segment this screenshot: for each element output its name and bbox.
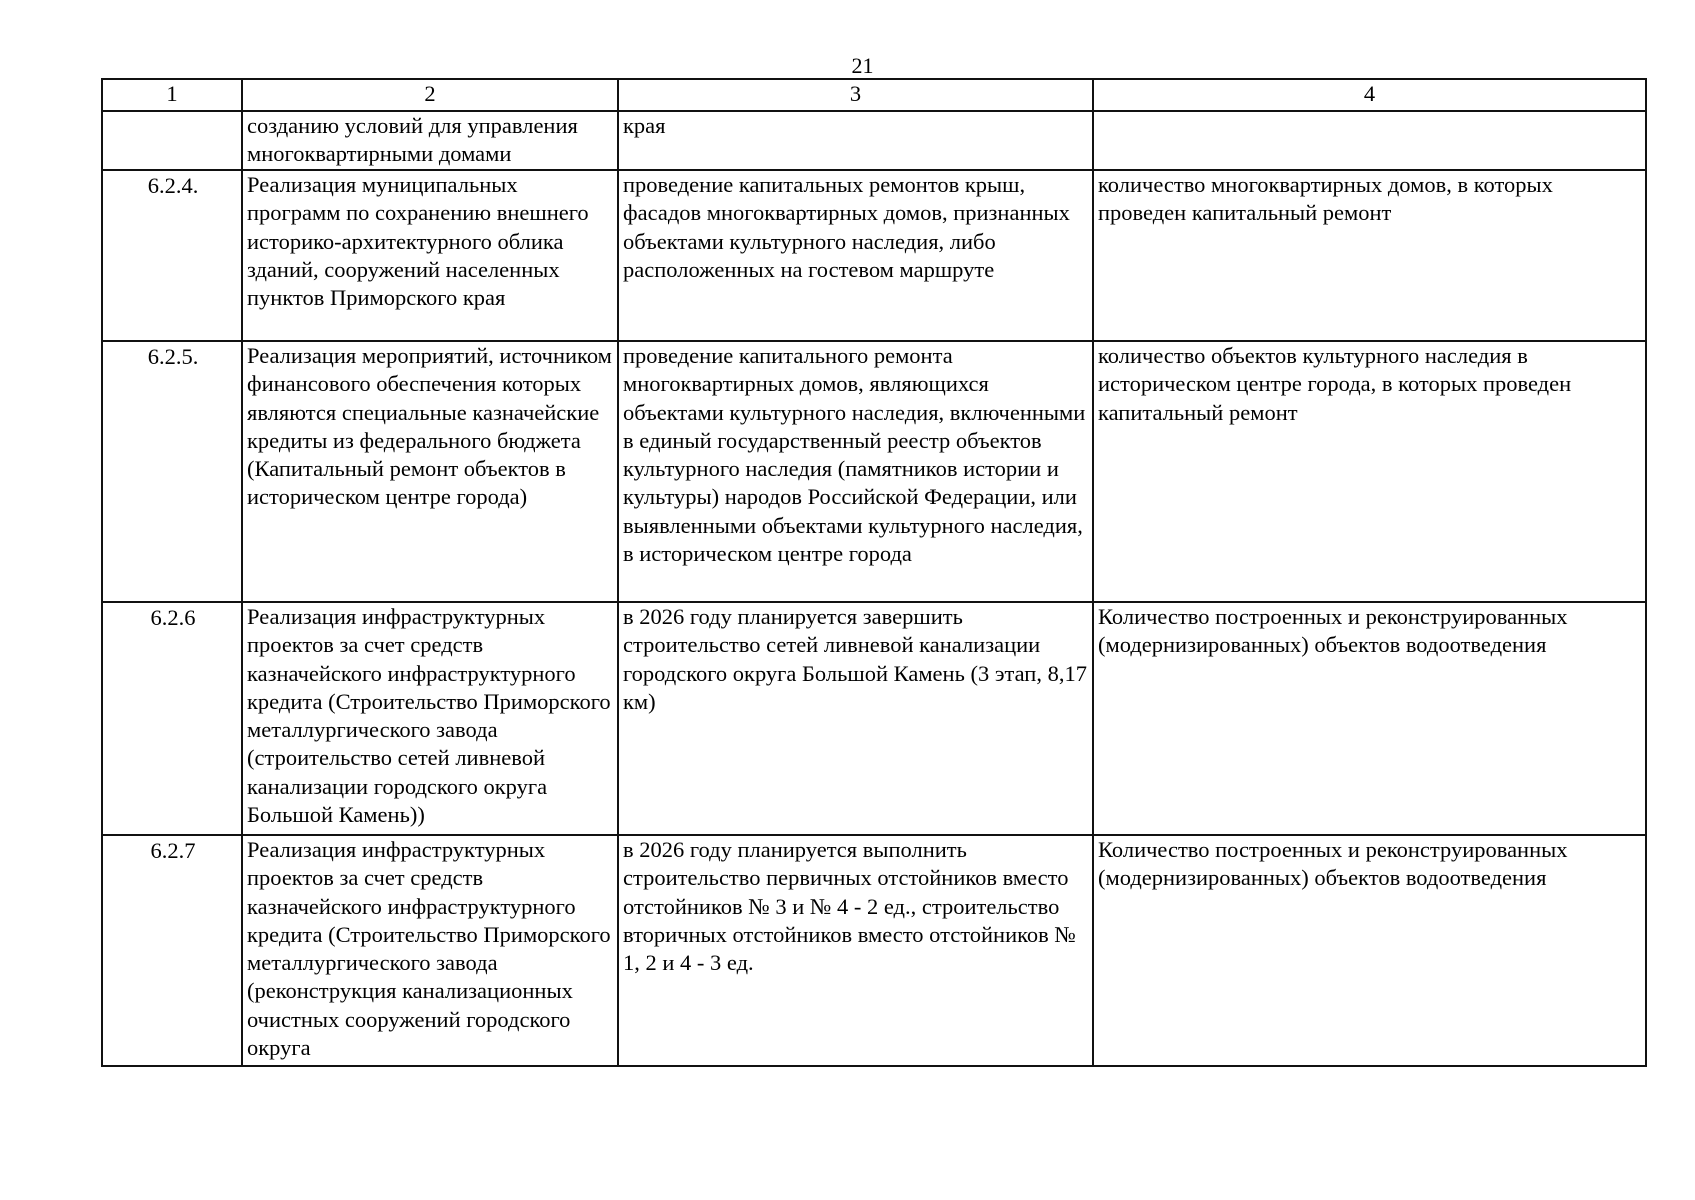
- measure-cell: Реализация инфраструктурных проектов за счет средств казначейского инфраструктурного кредита (Строительство Приморского металлургического завода (строительство сетей ливневой канализации городского округа Большой Камень)): [242, 602, 618, 835]
- row-number-cell: 6.2.5.: [102, 341, 242, 602]
- indicator-cell: Количество построенных и реконструированных (модернизированных) объектов водоотведения: [1093, 602, 1646, 835]
- row-number-cell: 6.2.7: [102, 835, 242, 1066]
- table-row: [102, 341, 1646, 602]
- result-cell: проведение капитальных ремонтов крыш, фасадов многоквартирных домов, признанных объектами культурного наследия, либо расположенных на гостевом маршруте: [618, 170, 1093, 341]
- table-row: [102, 835, 1646, 1066]
- page-number: 21: [851, 53, 874, 78]
- column-header-4: 4: [1093, 79, 1646, 111]
- column-header-2: 2: [242, 79, 618, 111]
- row-number-cell: 6.2.4.: [102, 170, 242, 341]
- result-cell: проведение капитального ремонта многоквартирных домов, являющихся объектами культурного наследия, включенными в единый государственный реестр объектов культурного наследия (памятников истории и культуры) народов Российской Федерации, или выявленными объектами культурного наследия, в историческом центре города: [618, 341, 1093, 602]
- result-cell: в 2026 году планируется завершить строительство сетей ливневой канализации городского округа Большой Камень (3 этап, 8,17 км): [618, 602, 1093, 835]
- row-number-cell: [102, 111, 242, 170]
- column-header-1: 1: [102, 79, 242, 111]
- column-header-3: 3: [618, 79, 1093, 111]
- table-header-row: [102, 79, 1646, 111]
- table-row: [102, 170, 1646, 341]
- result-cell: края: [618, 111, 1093, 170]
- measure-cell: Реализация инфраструктурных проектов за счет средств казначейского инфраструктурного кредита (Строительство Приморского металлургического завода (реконструкция канализационных очистных сооружений городского округа: [242, 835, 618, 1066]
- measure-cell: Реализация мероприятий, источником финансового обеспечения которых являются специальные казначейские кредиты из федерального бюджета (Капитальный ремонт объектов в историческом центре города): [242, 341, 618, 602]
- result-cell: в 2026 году планируется выполнить строительство первичных отстойников вместо отстойников № 3 и № 4 - 2 ед., строительство вторичных отстойников вместо отстойников № 1, 2 и 4 - 3 ед.: [618, 835, 1093, 1066]
- indicator-cell: количество объектов культурного наследия в историческом центре города, в которых проведен капитальный ремонт: [1093, 341, 1646, 602]
- table-row: [102, 111, 1646, 170]
- indicator-cell: Количество построенных и реконструированных (модернизированных) объектов водоотведения: [1093, 835, 1646, 1066]
- measure-cell: Реализация муниципальных программ по сохранению внешнего историко-архитектурного облика зданий, сооружений населенных пунктов Приморского края: [242, 170, 618, 341]
- table-row: [102, 602, 1646, 835]
- indicator-cell: [1093, 111, 1646, 170]
- document-table: [101, 78, 1647, 1067]
- measure-cell: созданию условий для управления многоквартирными домами: [242, 111, 618, 170]
- row-number-cell: 6.2.6: [102, 602, 242, 835]
- indicator-cell: количество многоквартирных домов, в которых проведен капитальный ремонт: [1093, 170, 1646, 341]
